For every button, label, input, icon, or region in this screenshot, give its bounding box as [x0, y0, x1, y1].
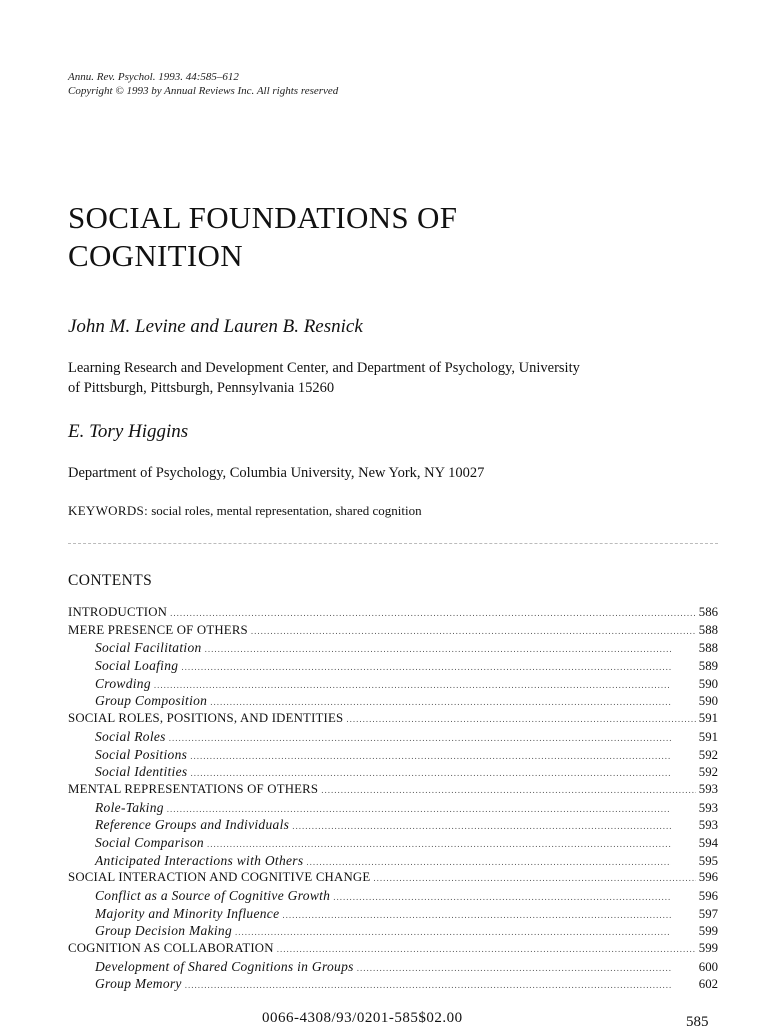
keywords: [68, 503, 422, 519]
toc-entry-label: MERE PRESENCE OF OTHERS: [68, 622, 248, 637]
toc-entry-label: Crowding: [95, 675, 151, 691]
toc-leader-dots: [190, 751, 671, 761]
toc-entry: [68, 870, 718, 888]
affiliation-2-line-1: Department of Psychology, Columbia University, New York, NY 10027: [68, 465, 485, 481]
toc-entry-label: Social Facilitation: [95, 640, 202, 656]
toc-entry-label: SOCIAL ROLES, POSITIONS, AND IDENTITIES: [68, 711, 344, 726]
keywords-label: KEYWORDS:: [68, 503, 148, 518]
toc-leader-dots: [373, 873, 695, 883]
toc-entry-label: MENTAL REPRESENTATIONS OF OTHERS: [68, 781, 319, 796]
toc-entry: Social Identities ..... 592: [68, 764, 718, 782]
toc-entry-page: 596: [698, 870, 718, 885]
toc-entry-label: SOCIAL INTERACTION AND COGNITIVE CHANGE: [68, 870, 371, 885]
toc-entry-label: Group Composition: [95, 693, 208, 709]
toc-leader-dots: [170, 608, 696, 618]
toc-leader-dots: [282, 910, 671, 920]
article-code: 0066-4308/93/0201-585$02.00: [262, 1010, 463, 1026]
title-line-1: SOCIAL FOUNDATIONS OF: [68, 200, 458, 235]
toc-entry: Group Decision Making ..... 599: [68, 923, 718, 941]
toc-entry: Social Roles ..... 591: [68, 729, 718, 747]
toc-leader-dots: [346, 714, 695, 724]
affiliation-1-line-1: Learning Research and Development Center, and Department of Psychology, University: [68, 360, 580, 376]
toc-entry: Social Facilitation ..... 588: [68, 640, 718, 658]
toc-leader-dots: [333, 892, 671, 902]
toc-entry-label: Development of Shared Cognitions in Groups: [95, 958, 354, 974]
toc-leader-dots: [185, 980, 671, 990]
toc-entry-label: Role-Taking: [95, 799, 164, 815]
author-names-2: E. Tory Higgins: [68, 421, 189, 442]
affiliation-1-line-2: of Pittsburgh, Pittsburgh, Pennsylvania 15260: [68, 380, 335, 396]
toc-entry-label: INTRODUCTION: [68, 605, 168, 619]
article-title: [68, 199, 457, 275]
affiliation-2: [68, 463, 728, 483]
toc-entry-label: Conflict as a Source of Cognitive Growth: [95, 888, 331, 903]
toc-entry: Crowding ..... 590: [68, 676, 718, 694]
toc-entry-label: Anticipated Interactions with Others: [95, 852, 304, 868]
toc-leader-dots: [251, 626, 696, 636]
toc-entry-label: Social Loafing: [95, 658, 179, 674]
toc-entry: [68, 711, 718, 729]
contents-heading: CONTENTS: [68, 572, 153, 589]
affiliation-1: [68, 358, 728, 398]
toc-entry-page: 591: [698, 711, 718, 726]
toc-entry: Social Comparison ..... 594: [68, 835, 718, 853]
toc-entry: Majority and Minority Influence ..... 597: [68, 906, 718, 924]
journal-header: [68, 70, 338, 98]
toc-entry: [68, 605, 718, 623]
toc-entry-page: 588: [698, 622, 718, 637]
toc-entry-label: Social Positions: [95, 746, 188, 762]
toc-entry: Group Composition ..... 590: [68, 693, 718, 711]
toc-entry: Role-Taking ..... 593: [68, 800, 718, 818]
toc-entry-label: Group Memory: [95, 976, 182, 992]
toc-leader-dots: [277, 944, 696, 954]
toc-entry-label: Reference Groups and Individuals: [95, 817, 290, 833]
toc-entry-label: Social Roles: [95, 728, 166, 744]
toc-leader-dots: [169, 733, 671, 743]
toc-entry: Group Memory ..... 602: [68, 976, 718, 994]
toc-entry: Reference Groups and Individuals ..... 593: [68, 817, 718, 835]
toc-leader-dots: [235, 927, 671, 937]
author-names-1: John M. Levine and Lauren B. Resnick: [68, 316, 363, 337]
toc-entry-page: 599: [698, 941, 718, 956]
page-number: 585: [686, 1014, 709, 1030]
toc-entry: [68, 941, 718, 959]
toc-entry-label: COGNITION AS COLLABORATION: [68, 941, 274, 956]
toc-entry-label: Majority and Minority Influence: [95, 905, 280, 921]
toc-leader-dots: [207, 839, 671, 849]
toc-entry-label: Social Comparison: [95, 834, 204, 850]
toc-leader-dots: [205, 644, 671, 654]
toc-leader-dots: [154, 680, 671, 690]
toc-entry-label: Group Decision Making: [95, 923, 233, 939]
toc-entry: Conflict as a Source of Cognitive Growth ..... 596: [68, 888, 718, 906]
toc-entry: Development of Shared Cognitions in Groups ..... 600: [68, 959, 718, 977]
toc-entry: Social Loafing ..... 589: [68, 658, 718, 676]
toc-leader-dots: [292, 821, 671, 831]
toc-entry-label: Social Identities: [95, 764, 188, 780]
toc-entry-page: 593: [698, 781, 718, 796]
toc-leader-dots: [210, 697, 671, 707]
section-divider: [68, 543, 718, 544]
toc-leader-dots: [181, 662, 671, 672]
title-line-2: COGNITION: [68, 238, 243, 273]
toc-leader-dots: [167, 804, 671, 814]
keywords-text: social roles, mental representation, shared cognition: [151, 503, 422, 518]
toc-leader-dots: [306, 857, 671, 867]
journal-citation: Annu. Rev. Psychol. 1993. 44:585–612: [68, 71, 239, 83]
toc-leader-dots: [357, 963, 671, 973]
toc-entry-page: 586: [698, 605, 718, 619]
toc-leader-dots: [321, 785, 696, 795]
toc-entry: [68, 782, 718, 800]
copyright-notice: Copyright © 1993 by Annual Reviews Inc. All rights reserved: [68, 85, 339, 97]
table-of-contents: [68, 605, 718, 994]
toc-entry: Social Positions ..... 592: [68, 747, 718, 765]
toc-entry: [68, 623, 718, 641]
toc-entry: Anticipated Interactions with Others ..... 595: [68, 853, 718, 871]
toc-leader-dots: [190, 768, 671, 778]
